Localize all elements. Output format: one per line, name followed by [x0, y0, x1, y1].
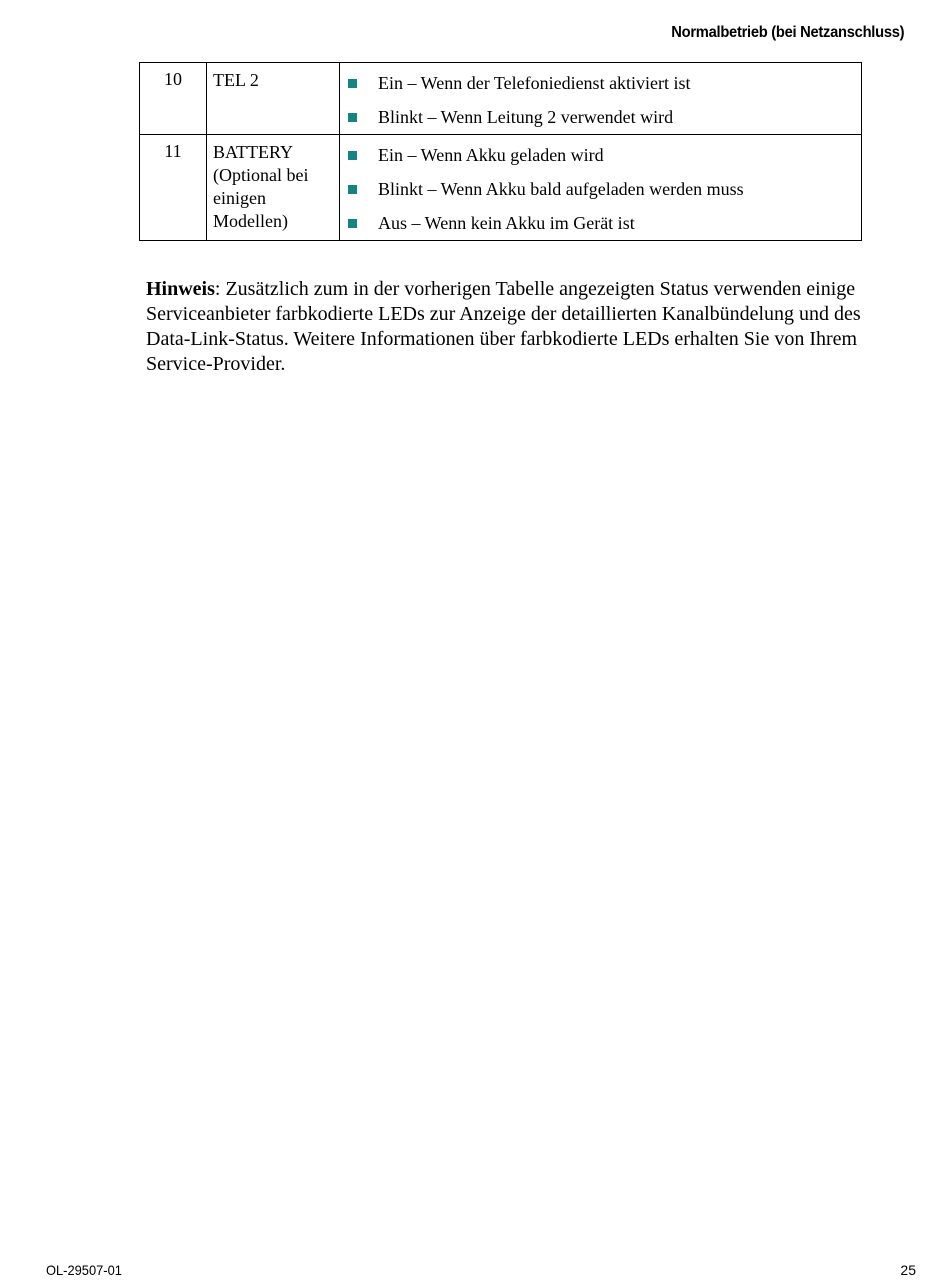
- list-item: [340, 102, 861, 132]
- led-number: 10: [164, 69, 182, 89]
- square-bullet-icon: [348, 151, 357, 160]
- led-status-cell: [340, 63, 862, 135]
- note-paragraph: [146, 277, 891, 377]
- status-text: Blinkt – Wenn Leitung 2 verwendet wird: [378, 107, 674, 127]
- led-name-cell: [207, 63, 340, 135]
- led-status-cell: [340, 135, 862, 241]
- led-name-line: (Optional bei: [213, 165, 309, 185]
- status-text: Ein – Wenn der Telefoniedienst aktiviert ist: [378, 73, 691, 93]
- square-bullet-icon: [348, 113, 357, 122]
- led-name-line: BATTERY: [213, 142, 294, 162]
- square-bullet-icon: [348, 185, 357, 194]
- status-text: Aus – Wenn kein Akku im Gerät ist: [378, 213, 635, 233]
- note-label: Hinweis: [146, 278, 215, 300]
- list-item: [340, 208, 861, 238]
- list-item: [340, 140, 861, 174]
- status-text: Ein – Wenn Akku geladen wird: [378, 145, 604, 165]
- square-bullet-icon: [348, 219, 357, 228]
- led-name: [207, 135, 339, 237]
- led-name: [207, 63, 339, 96]
- status-list: [340, 63, 861, 134]
- list-item: [340, 68, 861, 102]
- page-header-title: Normalbetrieb (bei Netzanschluss): [670, 24, 904, 41]
- table-row: [140, 63, 862, 135]
- led-status-table: [139, 62, 862, 241]
- list-item: [340, 174, 861, 208]
- led-number-cell: [140, 135, 207, 241]
- footer-doc-number: OL-29507-01: [46, 1262, 122, 1278]
- table-row: [140, 135, 862, 241]
- led-name-line: einigen: [213, 188, 266, 208]
- led-number-cell: [140, 63, 207, 135]
- note-text: : Zusätzlich zum in der vorherigen Tabelle angezeigten Status verwenden einige Serviceanbieter farbkodierte LEDs zur Anzeige der detaillierten Kanalbündelung und des Data-Link-Status. Weitere Informationen über farbkodierte LEDs erhalten Sie von Ihrem Service-Provider.: [146, 278, 861, 375]
- status-list: [340, 135, 861, 240]
- led-name-cell: [207, 135, 340, 241]
- led-number: 11: [164, 141, 182, 161]
- square-bullet-icon: [348, 79, 357, 88]
- status-text: Blinkt – Wenn Akku bald aufgeladen werden muss: [378, 179, 744, 199]
- led-name-line: Modellen): [213, 211, 288, 231]
- footer-page-number: 25: [900, 1262, 916, 1278]
- led-name-line: TEL 2: [213, 70, 259, 90]
